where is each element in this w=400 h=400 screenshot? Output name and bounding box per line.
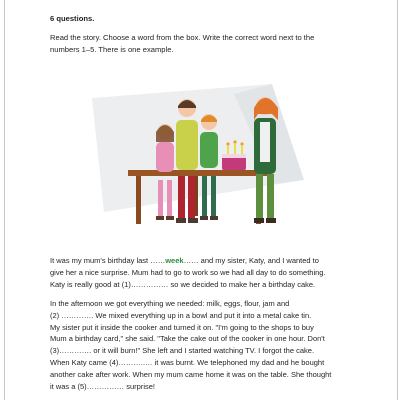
story-line bbox=[50, 255, 360, 267]
story-line: Mum a birthday card," she said. "Take the cake out of the cooker in one hour. Don't bbox=[50, 334, 325, 344]
table-leg bbox=[136, 176, 141, 224]
question-count-heading: 6 questions. bbox=[50, 14, 95, 23]
story-line: another cake after work. When my mum came home it was on the table. She thought bbox=[50, 369, 332, 379]
story-line: In the afternoon we got everything we needed: milk, eggs, flour, jam and bbox=[50, 299, 290, 308]
story-text: and my sister, Katy, and I wanted to bbox=[200, 256, 319, 265]
birthday-cake-illustration bbox=[84, 84, 308, 232]
story-line-blank-1: Katy is really good at (1)…………… so we decided to make her a birthday cake. bbox=[50, 279, 316, 289]
story-line-blank-5: it was a (5)…………… surprise! bbox=[50, 381, 156, 391]
table-top bbox=[128, 170, 268, 176]
story-text: It was my mum's birthday last bbox=[50, 256, 149, 265]
example-blank-right: …… bbox=[183, 256, 199, 265]
story-line-blank-2: (2) …………. We mixed everything up in a bowl and put it into a metal cake tin. bbox=[50, 310, 312, 320]
story-paragraph-1 bbox=[50, 255, 360, 290]
story-paragraph-2 bbox=[50, 298, 360, 392]
example-answer-word: week bbox=[165, 256, 184, 265]
example-blank-left: …… bbox=[150, 256, 166, 265]
story-line-blank-3: (3)…………. or it will burn!" She left and I started watching TV. I forgot the cake. bbox=[50, 346, 315, 356]
instructions-text bbox=[50, 32, 350, 55]
instructions-line: Read the story. Choose a word from the box. Write the correct word next to the bbox=[50, 33, 315, 42]
instructions-line: numbers 1–5. There is one example. bbox=[50, 44, 174, 54]
page-right-border bbox=[397, 0, 398, 400]
page-left-border bbox=[4, 0, 5, 400]
story-line-blank-4: When Katy came (4)………..… it was burnt. We telephoned my dad and he bought bbox=[50, 357, 325, 367]
story-line: give her a nice surprise. Mum had to go to work so we had all day to do something. bbox=[50, 267, 326, 277]
story-line: My sister put it inside the cooker and turned it on. "I'm going to the shops to buy bbox=[50, 322, 314, 332]
